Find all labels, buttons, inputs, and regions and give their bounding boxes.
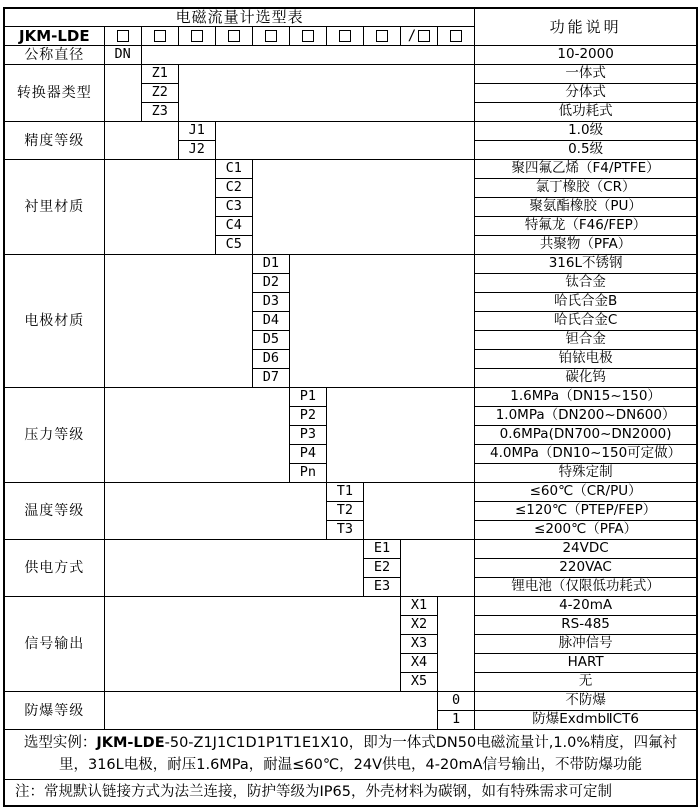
code-cell: Z1: [141, 65, 178, 84]
empty-cell: [326, 388, 474, 483]
empty-cell: [104, 65, 141, 122]
empty-cell: [178, 65, 474, 122]
checkbox-accuracy-icon[interactable]: [191, 30, 203, 42]
desc-cell: 哈氏合金C: [475, 312, 697, 331]
desc-cell: 0.6MPa(DN700~DN2000): [475, 426, 697, 445]
section-label-electrode-material: 电极材质: [4, 255, 104, 388]
desc-cell: 防爆ExdmbⅡCT6: [475, 711, 697, 730]
code-cell: P1: [289, 388, 326, 407]
section-label-power-supply: 供电方式: [4, 540, 104, 597]
code-cell: D2: [252, 274, 289, 293]
example-text: -50-Z1J1C1D1P1T1E1X10，即为一体式DN50电磁流量计,1.0%精度，四氟衬里，316L电极，耐压1.6MPa，耐温≤60℃，24V供电，4-20mA信号输出，不带防爆功能: [58, 735, 678, 773]
empty-cell: [252, 160, 474, 255]
section-label-lining-material: 衬里材质: [4, 160, 104, 255]
code-cell: C2: [215, 179, 252, 198]
desc-cell: 聚氨酯橡胶（PU）: [475, 198, 697, 217]
desc-cell: 316L不锈钢: [475, 255, 697, 274]
desc-cell: 1.6MPa（DN15~150）: [475, 388, 697, 407]
desc-cell: 分体式: [475, 84, 697, 103]
code-cell: J2: [178, 141, 215, 160]
desc-cell: 特氟龙（F46/FEP）: [475, 217, 697, 236]
section-label-temperature-rating: 温度等级: [4, 483, 104, 540]
desc-cell: 钛合金: [475, 274, 697, 293]
empty-cell: [438, 597, 475, 692]
section-label-accuracy-class: 精度等级: [4, 122, 104, 160]
empty-cell: [401, 540, 475, 597]
code-cell: C1: [215, 160, 252, 179]
desc-cell: 不防爆: [475, 692, 697, 711]
code-cell: T1: [326, 483, 363, 502]
code-cell: 0: [438, 692, 475, 711]
model-cell-power: [363, 27, 400, 46]
code-cell: C4: [215, 217, 252, 236]
desc-cell: 4.0MPa（DN10~150可定做）: [475, 445, 697, 464]
checkbox-power-icon[interactable]: [376, 30, 388, 42]
code-cell: P3: [289, 426, 326, 445]
empty-cell: [104, 255, 252, 388]
code-cell: X4: [401, 654, 438, 673]
checkbox-lining-icon[interactable]: [228, 30, 240, 42]
selection-table: [3, 7, 698, 807]
checkbox-temperature-icon[interactable]: [339, 30, 351, 42]
code-cell: X1: [401, 597, 438, 616]
empty-cell: [363, 483, 474, 540]
empty-cell: [141, 46, 475, 65]
desc-cell: ≤200℃（PFA）: [475, 521, 697, 540]
model-cell-signal: [401, 27, 438, 46]
desc-cell: 锂电池（仅限低功耗式）: [475, 578, 697, 597]
section-label-converter-type: 转换器类型: [4, 65, 104, 122]
empty-cell: [104, 692, 437, 730]
empty-cell: [104, 122, 178, 160]
desc-cell: 特殊定制: [475, 464, 697, 483]
desc-cell: 共聚物（PFA）: [475, 236, 697, 255]
code-cell: Z2: [141, 84, 178, 103]
desc-cell: 1.0MPa（DN200~DN600）: [475, 407, 697, 426]
checkbox-pressure-icon[interactable]: [302, 30, 314, 42]
code-cell: X5: [401, 673, 438, 692]
desc-cell: 聚四氟乙烯（F4/PTFE）: [475, 160, 697, 179]
checkbox-converter-icon[interactable]: [154, 30, 166, 42]
desc-cell: 钽合金: [475, 331, 697, 350]
code-cell: D4: [252, 312, 289, 331]
code-cell: D3: [252, 293, 289, 312]
desc-cell: 哈氏合金B: [475, 293, 697, 312]
code-cell: C5: [215, 236, 252, 255]
desc-cell: 脉冲信号: [475, 635, 697, 654]
desc-cell: 1.0级: [475, 122, 697, 141]
desc-cell: HART: [475, 654, 697, 673]
desc-cell: 0.5级: [475, 141, 697, 160]
function-column-header: 功能说明: [475, 8, 697, 46]
model-cell-temperature: [326, 27, 363, 46]
empty-cell: [215, 122, 474, 160]
code-cell: E1: [363, 540, 400, 559]
example-model: JKM-LDE: [96, 735, 165, 751]
desc-cell: 一体式: [475, 65, 697, 84]
section-label-signal-output: 信号输出: [4, 597, 104, 692]
table-title: 电磁流量计选型表: [4, 8, 475, 27]
code-cell: P4: [289, 445, 326, 464]
model-cell-diameter: [104, 27, 141, 46]
code-cell: T2: [326, 502, 363, 521]
empty-cell: [104, 483, 326, 540]
checkbox-signal-icon[interactable]: [418, 30, 430, 42]
section-label-nominal-diameter: 公称直径: [4, 46, 104, 65]
section-label-explosion-proof: 防爆等级: [4, 692, 104, 730]
model-cell-pressure: [289, 27, 326, 46]
code-cell: D7: [252, 369, 289, 388]
slash-separator: /: [407, 28, 417, 45]
code-cell: E2: [363, 559, 400, 578]
desc-cell: 220VAC: [475, 559, 697, 578]
code-cell: T3: [326, 521, 363, 540]
code-cell: P2: [289, 407, 326, 426]
empty-cell: [289, 255, 474, 388]
desc-cell: 低功耗式: [475, 103, 697, 122]
empty-cell: [104, 597, 400, 692]
code-cell: 1: [438, 711, 475, 730]
desc-cell: ≤60℃（CR/PU）: [475, 483, 697, 502]
model-cell-lining: [215, 27, 252, 46]
model-cell-accuracy: [178, 27, 215, 46]
empty-cell: [104, 388, 289, 483]
desc-cell: ≤120℃（PTEP/FEP）: [475, 502, 697, 521]
code-cell: DN: [104, 46, 141, 65]
code-cell: X2: [401, 616, 438, 635]
desc-cell: RS-485: [475, 616, 697, 635]
checkbox-diameter-icon[interactable]: [117, 30, 129, 42]
desc-cell: 10-2000: [475, 46, 697, 65]
code-cell: Pn: [289, 464, 326, 483]
empty-cell: [104, 160, 215, 255]
example-prefix: 选型实例：: [23, 735, 97, 751]
desc-cell: 24VDC: [475, 540, 697, 559]
desc-cell: 氯丁橡胶（CR）: [475, 179, 697, 198]
desc-cell: 无: [475, 673, 697, 692]
model-cell-converter: [141, 27, 178, 46]
code-cell: D5: [252, 331, 289, 350]
desc-cell: 碳化钨: [475, 369, 697, 388]
code-cell: E3: [363, 578, 400, 597]
code-cell: J1: [178, 122, 215, 141]
checkbox-electrode-icon[interactable]: [265, 30, 277, 42]
code-cell: D6: [252, 350, 289, 369]
checkbox-explosion-icon[interactable]: [450, 30, 462, 42]
model-cell-explosion: [438, 27, 475, 46]
code-cell: X3: [401, 635, 438, 654]
code-cell: Z3: [141, 103, 178, 122]
selection-example: [4, 730, 697, 780]
code-cell: D1: [252, 255, 289, 274]
section-label-pressure-rating: 压力等级: [4, 388, 104, 483]
model-prefix: JKM-LDE: [4, 27, 104, 46]
note-text: 注：常规默认链接方式为法兰连接，防护等级为IP65，外壳材料为碳钢，如有特殊需求可定制: [4, 780, 697, 806]
empty-cell: [104, 540, 363, 597]
model-cell-electrode: [252, 27, 289, 46]
desc-cell: 铂铱电极: [475, 350, 697, 369]
desc-cell: 4-20mA: [475, 597, 697, 616]
code-cell: C3: [215, 198, 252, 217]
